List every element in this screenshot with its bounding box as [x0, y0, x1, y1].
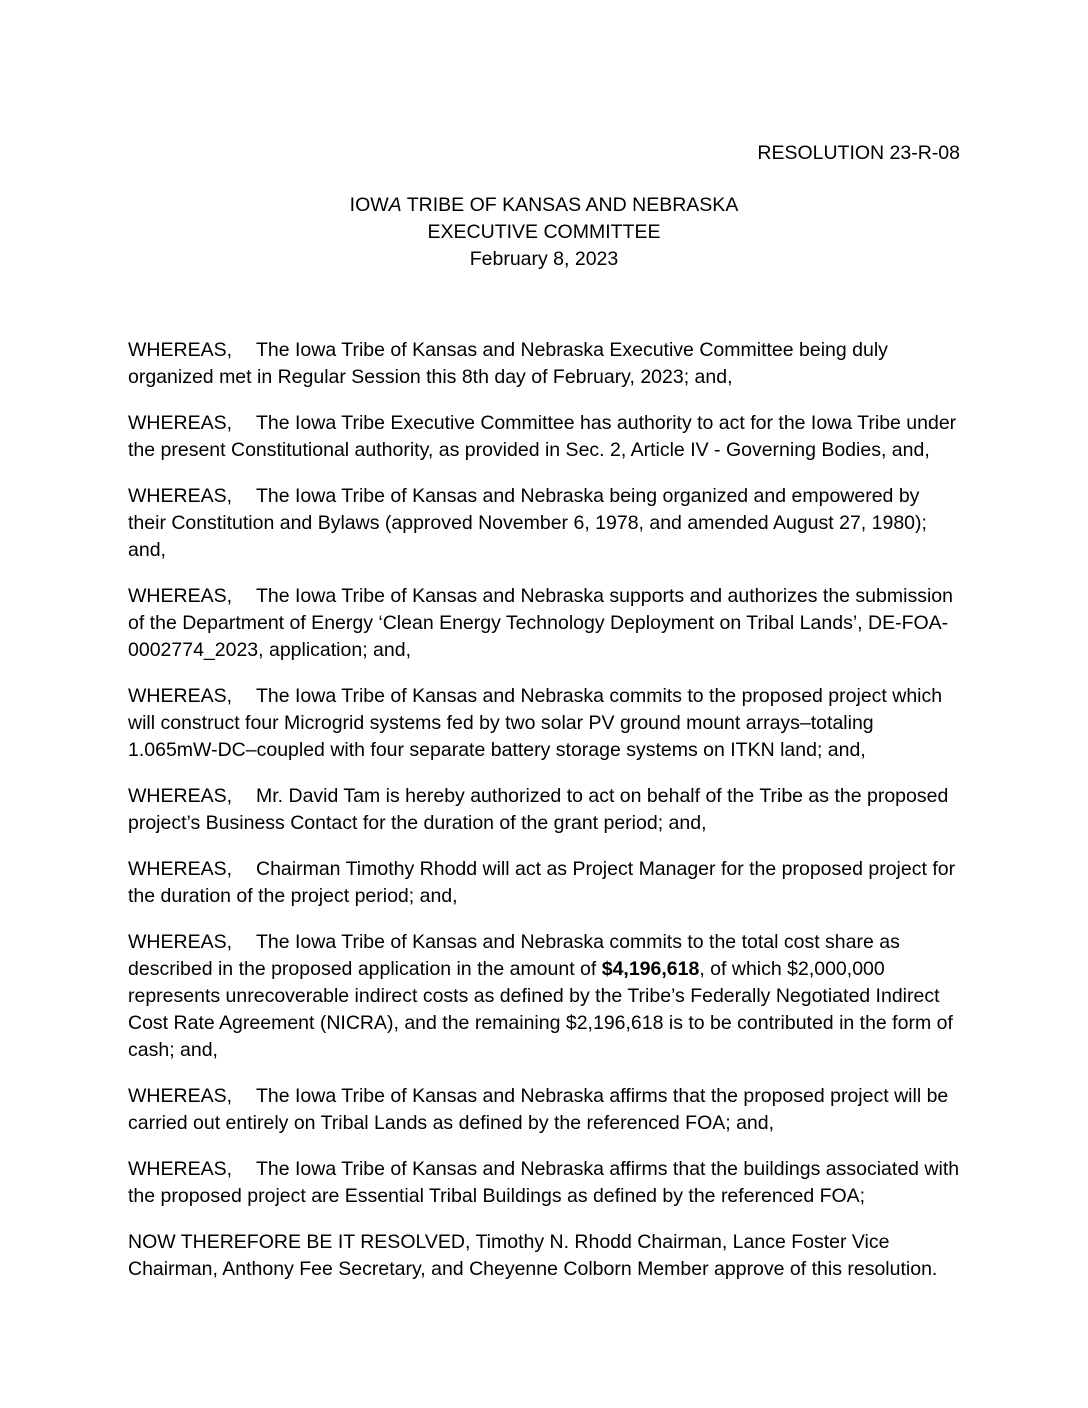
- clause-text: The Iowa Tribe of Kansas and Nebraska commits to the total cost share as described in the proposed application in the amount of: [128, 931, 900, 980]
- clause-text: The Iowa Tribe of Kansas and Nebraska Executive Committee being duly organized met in Regular Session this 8th day of February, 2023; and,: [128, 339, 888, 388]
- clause-text: The Iowa Tribe Executive Committee has authority to act for the Iowa Tribe under the present Constitutional authority, as provided in Sec. 2, Article IV - Governing Bodies, and,: [128, 412, 957, 461]
- whereas-clause-business-contact: [128, 783, 960, 837]
- document-title-block: [128, 192, 960, 273]
- total-cost-share-amount: $4,196,618: [601, 958, 700, 980]
- whereas-label: WHEREAS,: [128, 858, 233, 880]
- whereas-label: WHEREAS,: [128, 485, 233, 507]
- clause-text: The Iowa Tribe of Kansas and Nebraska being organized and empowered by their Constitution and Bylaws (approved November 6, 1978, and amended August 27, 1980); and,: [128, 485, 927, 561]
- title-organization: [128, 192, 960, 219]
- clause-text: The Iowa Tribe of Kansas and Nebraska supports and authorizes the submission of the Department of Energy ‘Clean Energy Technology Deployment on Tribal Lands’, DE-FOA-0002774_2023, application; and,: [128, 585, 953, 661]
- whereas-label: WHEREAS,: [128, 339, 233, 361]
- title-organization-post: TRIBE OF KANSAS AND NEBRASKA: [401, 194, 739, 216]
- whereas-label: WHEREAS,: [128, 931, 233, 953]
- clause-text: Chairman Timothy Rhodd will act as Project Manager for the proposed project for the duration of the project period; and,: [128, 858, 956, 907]
- whereas-clause-regular-session: [128, 337, 960, 391]
- clause-text: Mr. David Tam is hereby authorized to act on behalf of the Tribe as the proposed project’s Business Contact for the duration of the grant period; and,: [128, 785, 949, 834]
- whereas-label: WHEREAS,: [128, 412, 233, 434]
- clause-text: The Iowa Tribe of Kansas and Nebraska commits to the proposed project which will construct four Microgrid systems fed by two solar PV ground mount arrays–totaling 1.065mW-DC–coupled with four separate battery storage systems on ITKN land; and,: [128, 685, 943, 761]
- resolved-clause: NOW THEREFORE BE IT RESOLVED, Timothy N. Rhodd Chairman, Lance Foster Vice Chairman, Anthony Fee Secretary, and Cheyenne Colborn Member approve of this resolution.: [128, 1231, 938, 1280]
- whereas-label: WHEREAS,: [128, 1085, 233, 1107]
- whereas-label: WHEREAS,: [128, 785, 233, 807]
- whereas-label: WHEREAS,: [128, 685, 233, 707]
- title-committee: EXECUTIVE COMMITTEE: [427, 221, 661, 243]
- title-organization-italic-letter: A: [388, 194, 402, 216]
- whereas-clause-project-manager: [128, 856, 960, 910]
- clause-text: The Iowa Tribe of Kansas and Nebraska affirms that the proposed project will be carried out entirely on Tribal Lands as defined by the referenced FOA; and,: [128, 1085, 949, 1134]
- whereas-clause-tribal-lands: [128, 1083, 960, 1137]
- clause-text-after-amount: , of which $2,000,000 represents unrecoverable indirect costs as defined by the Tribe’s Federally Negotiated Indirect Cost Rate Agreement (NICRA), and the remaining $2,196,618 is to be contributed in the form of cash; and,: [128, 958, 953, 1061]
- title-date: February 8, 2023: [469, 248, 619, 270]
- whereas-clause-doe-application: [128, 583, 960, 664]
- whereas-label: WHEREAS,: [128, 1158, 233, 1180]
- resolution-body: [128, 337, 960, 1283]
- whereas-clause-constitution-bylaws: [128, 483, 960, 564]
- resolution-number: RESOLUTION 23-R-08: [757, 142, 960, 164]
- title-organization-pre: IOW: [349, 194, 389, 216]
- whereas-label: WHEREAS,: [128, 585, 233, 607]
- clause-text: The Iowa Tribe of Kansas and Nebraska affirms that the buildings associated with the proposed project are Essential Tribal Buildings as defined by the referenced FOA;: [128, 1158, 960, 1207]
- whereas-clause-cost-share: [128, 929, 960, 1064]
- whereas-clause-microgrid-project: [128, 683, 960, 764]
- whereas-clause-essential-buildings: [128, 1156, 960, 1210]
- whereas-clause-authority: [128, 410, 960, 464]
